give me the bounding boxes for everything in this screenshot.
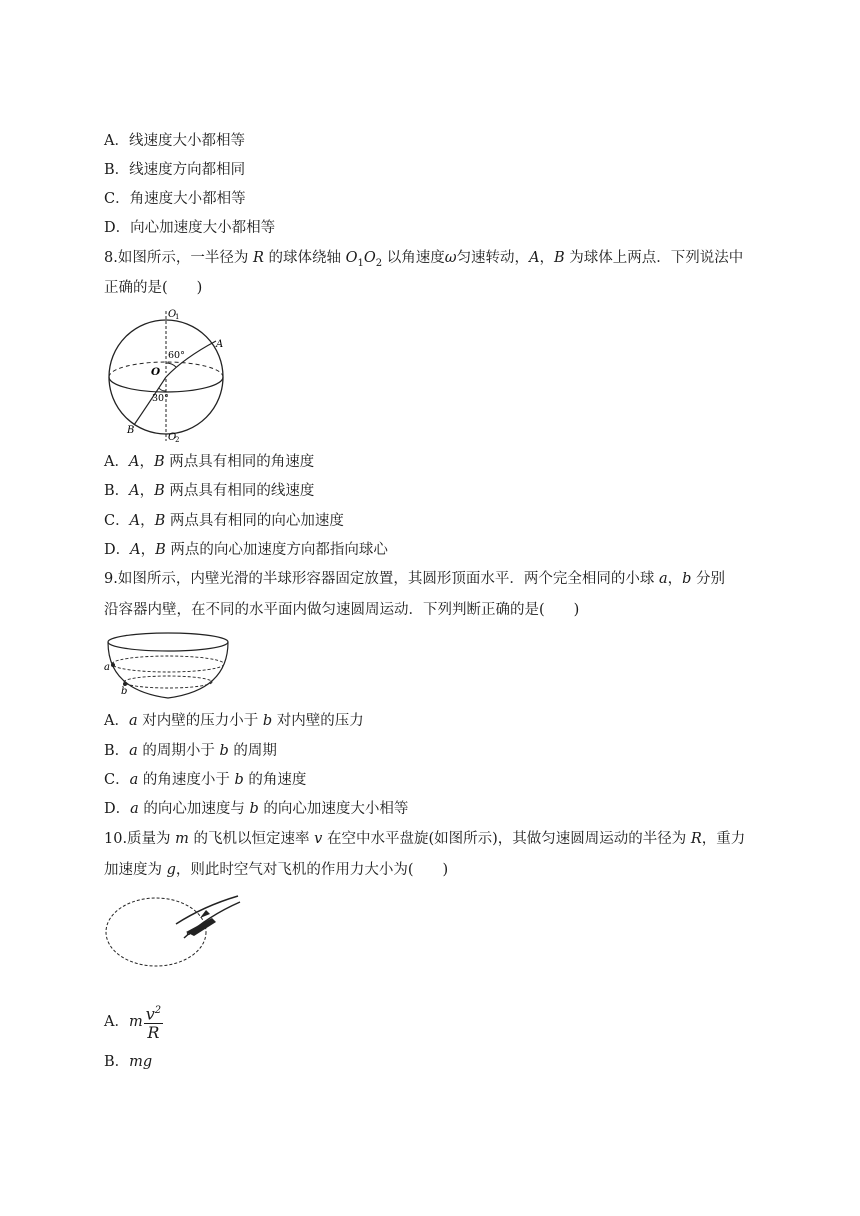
label-o: O <box>151 366 161 378</box>
q10-option-b: B．mg <box>104 1054 153 1070</box>
q10-stem-line1: 10.质量为 m 的飞机以恒定速率 v 在空中水平盘旋(如图所示)，其做匀速圆周运动的半径为 R，重力 <box>104 831 746 847</box>
q8-option-c: C．A，B 两点具有相同的向心加速度 <box>104 513 344 529</box>
q9-option-b: B．a 的周期小于 b 的周期 <box>104 743 277 759</box>
label-o2-sub: 2 <box>175 436 180 443</box>
q8-option-a: A．A，B 两点具有相同的角速度 <box>104 454 315 470</box>
q9-bowl-figure <box>104 628 234 704</box>
q8-option-d: D．A，B 两点的向心加速度方向都指向球心 <box>104 542 388 558</box>
q9-stem-line2: 沿容器内壁，在不同的水平面内做匀速圆周运动．下列判断正确的是( ) <box>104 602 580 618</box>
label-60: 60° <box>168 350 185 361</box>
label-b: b <box>121 686 128 697</box>
angle-arc-bottom <box>159 388 166 391</box>
q10-option-a: A．m $\frac{v^2}{R}$ <box>104 1002 163 1042</box>
q8-stem-line1: 8.如图所示，一半径为 R 的球体绕轴 $O_1O_2$ 以角速度ω匀速转动，A，B 为球体上两点．下列说法中 <box>104 250 744 269</box>
q10-stem-line2: 加速度为 g，则此时空气对飞机的作用力大小为( ) <box>104 862 449 878</box>
q8-sphere-figure <box>104 303 234 443</box>
q9-stem-line1: 9.如图所示，内壁光滑的半球形容器固定放置，其圆形顶面水平．两个完全相同的小球 a，b 分别 <box>104 571 726 587</box>
q9-option-d: D．a 的向心加速度与 b 的向心加速度大小相等 <box>104 801 409 817</box>
q7-option-c: C．角速度大小都相等 <box>104 191 246 207</box>
label-o1-sub: 1 <box>175 313 180 321</box>
ball-a <box>111 663 115 667</box>
q8-stem-line2: 正确的是( ) <box>104 280 203 296</box>
q10-airplane-figure <box>104 888 244 970</box>
bowl-rim <box>108 633 228 651</box>
label-30: 30° <box>152 393 169 404</box>
airplane-tail <box>200 910 210 918</box>
label-o2: O <box>168 432 177 443</box>
equator-back <box>109 362 223 377</box>
q7-option-a: A．线速度大小都相等 <box>104 133 245 149</box>
q7-option-b: B．线速度方向都相同 <box>104 162 246 178</box>
label-a: a <box>104 662 110 673</box>
q8-option-b: B．A，B 两点具有相同的线速度 <box>104 483 315 499</box>
label-b: B <box>127 425 135 436</box>
fraction-v2-over-r: $\frac{v^2}{R}$ <box>144 1002 163 1042</box>
orbit-a <box>112 656 224 672</box>
orbit-b <box>124 676 212 688</box>
q7-option-d: D．向心加速度大小都相等 <box>104 220 276 236</box>
airplane-body <box>186 918 216 936</box>
label-o1: O <box>168 309 177 320</box>
q9-option-c: C．a 的角速度小于 b 的角速度 <box>104 772 307 788</box>
angle-arc-top <box>166 363 176 367</box>
q9-option-a: A．a 对内壁的压力小于 b 对内壁的压力 <box>104 713 364 729</box>
label-a: A <box>216 339 224 350</box>
